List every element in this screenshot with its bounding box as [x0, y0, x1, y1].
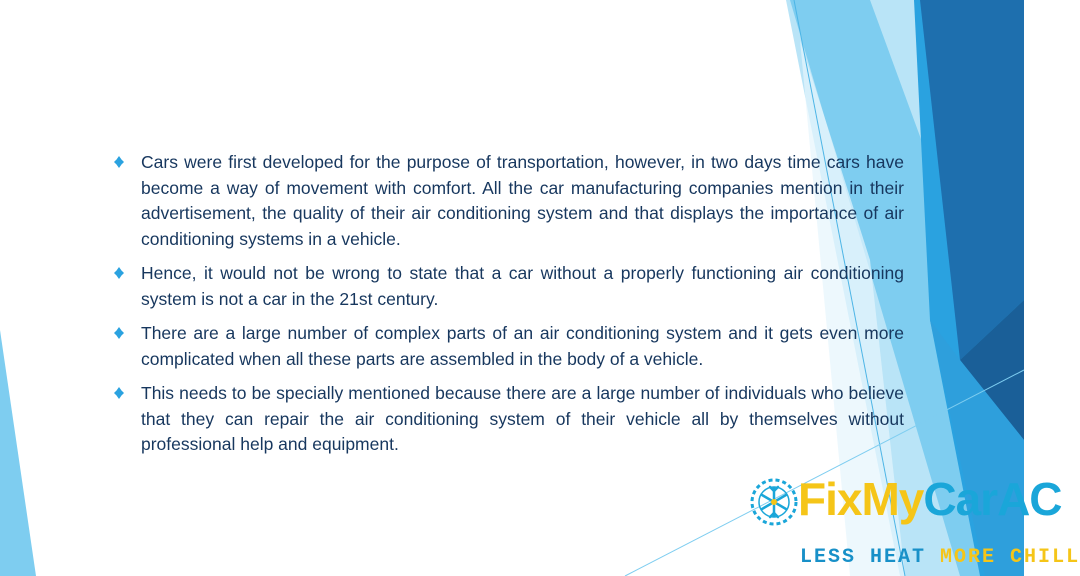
- bullet-text: There are a large number of complex parts of an air conditioning system and it gets even more complicated when all these parts are assembled in the body of a vehicle.: [141, 323, 904, 369]
- snowflake-fan-icon: [748, 462, 800, 542]
- logo-tagline: [800, 544, 1080, 572]
- list-item: [112, 150, 904, 252]
- diamond-bullet-icon: [112, 326, 126, 340]
- fixmycarac-logo: [748, 462, 1080, 576]
- diamond-bullet-icon: [112, 155, 126, 169]
- list-item: [112, 261, 904, 312]
- list-item: [112, 321, 904, 372]
- bullet-text: Cars were first developed for the purpose of transportation, however, in two days time cars have become a way of movement with comfort. All the car manufacturing companies mention in their advertisement, the quality of their air conditioning system and that displays the importance of air conditioning systems in a vehicle.: [141, 152, 904, 249]
- list-item: [112, 381, 904, 458]
- logo-title: [798, 464, 1062, 534]
- diamond-bullet-icon: [112, 386, 126, 400]
- logo-tagline-less-heat: LESS HEAT: [800, 546, 927, 569]
- bullet-list: [112, 150, 904, 467]
- diamond-bullet-icon: [112, 266, 126, 280]
- logo-title-fixmy: FixMy: [798, 473, 924, 525]
- logo-title-carac: CarAC: [923, 473, 1062, 525]
- left-edge-shape: [0, 330, 36, 576]
- bullet-text: Hence, it would not be wrong to state that a car without a properly functioning air conditioning system is not a car in the 21st century.: [141, 263, 904, 309]
- logo-tagline-more-chill: MORE CHILL: [940, 546, 1080, 569]
- bullet-text: This needs to be specially mentioned because there are a large number of individuals who believe that they can repair the air conditioning system of their vehicle all by themselves without professional help and equipment.: [141, 383, 904, 454]
